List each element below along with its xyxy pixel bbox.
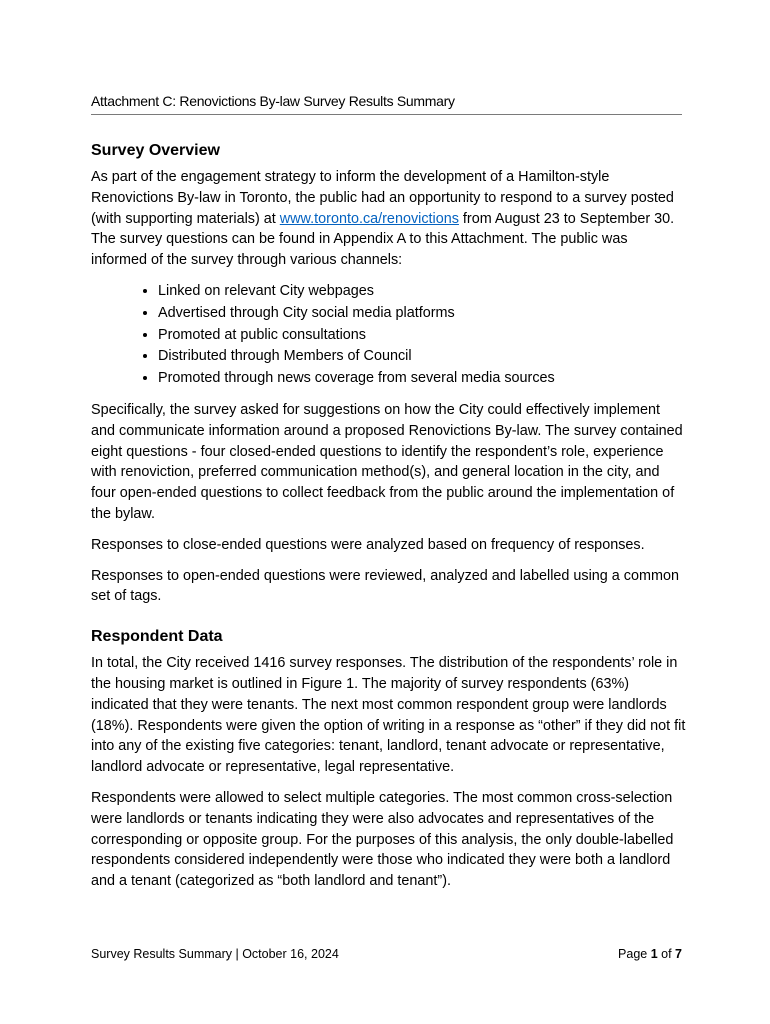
overview-paragraph-2: Specifically, the survey asked for suggestions on how the City could effectively implement and communicate information around a proposed Renovictions By-law. The survey contained eight questions - four closed-ended questions to identify the respondent’s role, experience with renoviction, preferred communication method(s), and general location in the city, and four open-ended questions to collect feedback from the public around the implementation of the bylaw.: [91, 401, 683, 522]
page-total: 7: [675, 947, 682, 961]
overview-p1-text-a: As part of the engagement strategy to inform the development of a Hamilton-style Renovictions By-law in Toronto, the public had an opportunity to respond to a survey posted (with supporting materials) at: [91, 169, 674, 227]
channels-list: [91, 281, 686, 390]
survey-overview-section: [91, 140, 686, 607]
respondent-data-heading: Respondent Data: [91, 628, 223, 646]
survey-overview-heading: Survey Overview: [91, 142, 220, 159]
overview-paragraph-1: [91, 167, 686, 271]
list-item: • Advertised through City social media platforms: [158, 303, 686, 325]
respondent-paragraph-2: Respondents were allowed to select multiple categories. The most common cross-selection were landlords or tenants indicating they were also advocates and representatives of the corresponding or opposite group. For the purposes of this analysis, the only double-labelled respondents considered independently were those who indicated they were both a landlord and a tenant (categorized as “both landlord and tenant”).: [91, 789, 674, 890]
list-item: • Promoted through news coverage from several media sources: [158, 368, 686, 390]
page-header: Attachment C: Renovictions By-law Survey Results Summary: [91, 93, 682, 115]
footer-title: Survey Results Summary | October 16, 2024: [91, 947, 339, 961]
respondent-paragraph-1: In total, the City received 1416 survey responses. The distribution of the respondents’ role in the housing market is outlined in Figure 1. The majority of survey respondents (63%) indicated that they were tenants. The next most common respondent group were landlords (18%). Respondents were given the option of writing in a response as “other” if they did not fit into any of the existing five categories: tenant, landlord, tenant advocate or representative, landlord advocate or representative, legal representative.: [91, 655, 686, 776]
respondent-data-section: [91, 626, 686, 892]
list-item: • Distributed through Members of Council: [158, 346, 686, 368]
page-of: of: [657, 947, 676, 961]
overview-paragraph-4: Responses to open-ended questions were reviewed, analyzed and labelled using a common set of tags.: [91, 567, 679, 605]
page-number: [618, 947, 682, 961]
overview-paragraph-3: Responses to close-ended questions were analyzed based on frequency of responses.: [91, 536, 645, 553]
list-item: • Linked on relevant City webpages: [158, 281, 686, 303]
page-current: 1: [650, 947, 658, 961]
overview-p1-text-b: from August 23 to September 30. The survey questions can be found in Appendix A to this Attachment. The public was informed of the survey through various channels:: [91, 210, 675, 269]
page-footer: [91, 947, 682, 961]
page-content: [91, 140, 686, 902]
page-label: Page: [618, 947, 651, 961]
list-item: • Promoted at public consultations: [158, 325, 686, 347]
renovictions-link[interactable]: www.toronto.ca/renovictions: [279, 210, 459, 227]
